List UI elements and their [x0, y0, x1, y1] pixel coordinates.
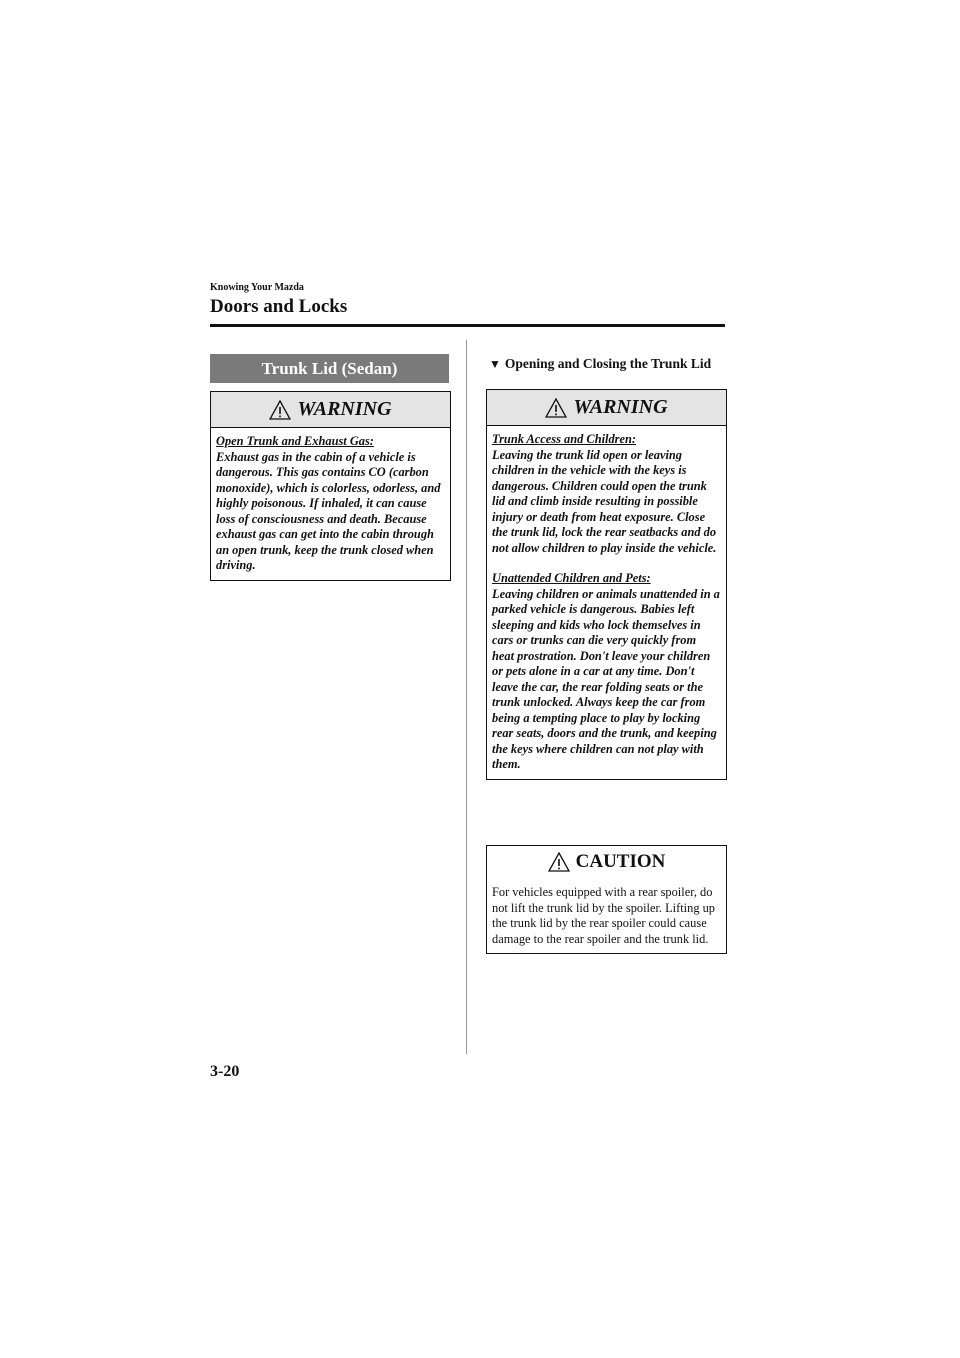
- caution-body: [487, 878, 726, 953]
- caution-header: [487, 846, 726, 878]
- warning-text-2: Leaving children or animals unattended in a parked vehicle is dangerous. Babies left sleeping and kids who lock themselves in cars or trunks can die very quickly from heat prostration. Don't leave your children or pets alone in a car at any time. Don't leave the car, the rear folding seats or the trunk unlocked. Always keep the car from being a tempting place to play by locking rear seats, doors and the trunk, and keeping the keys where children can not play with them.: [492, 586, 720, 771]
- subsection-heading: [489, 356, 711, 372]
- caution-text: For vehicles equipped with a rear spoiler, do not lift the trunk lid by the spoiler. Lifting up the trunk lid by the rear spoiler could cause damage to the rear spoiler and the trunk lid.: [492, 885, 716, 946]
- warning-body: [487, 426, 726, 779]
- warning-header: [487, 390, 726, 426]
- warning-icon: [269, 400, 291, 420]
- caution-box: [486, 845, 727, 954]
- warning-header: [211, 392, 450, 428]
- warning-icon: [545, 398, 567, 418]
- caution-heading: CAUTION: [575, 851, 666, 872]
- section-label: Knowing Your Mazda: [210, 282, 304, 293]
- warning-text: Exhaust gas in the cabin of a vehicle is dangerous. This gas contains CO (carbon monoxide), which is colorless, odorless, and highly poisonous. If inhaled, it can cause loss of consciousness and death. Because exhaust gas can get into the cabin through an open trunk, keep the trunk closed when driving.: [216, 449, 441, 572]
- warning-topic-1: Trunk Access and Children:: [492, 432, 637, 446]
- warning-heading: WARNING: [573, 396, 668, 418]
- page-title: Doors and Locks: [210, 296, 348, 317]
- right-warning-box: [486, 389, 727, 780]
- column-divider: [466, 340, 467, 1054]
- subsection-heading-text: Opening and Closing the Trunk Lid: [504, 356, 712, 371]
- warning-text-1: Leaving the trunk lid open or leaving children in the vehicle with the keys is dangerous. Children could open the trunk lid and climb inside resulting in possible injury or death from heat exposure. Close the trunk lid, lock the rear seatbacks and do not allow children to play inside the vehicle.: [492, 447, 717, 555]
- warning-topic: Open Trunk and Exhaust Gas:: [216, 434, 374, 448]
- warning-body: [211, 428, 450, 580]
- page-number: 3-20: [210, 1063, 240, 1080]
- warning-heading: WARNING: [297, 398, 392, 420]
- warning-topic-2: Unattended Children and Pets:: [492, 571, 651, 585]
- caution-icon: [548, 852, 570, 872]
- title-rule: [210, 324, 725, 327]
- section-banner: Trunk Lid (Sedan): [210, 354, 449, 383]
- triangle-down-icon: ▼: [489, 356, 501, 371]
- left-warning-box: [210, 391, 451, 581]
